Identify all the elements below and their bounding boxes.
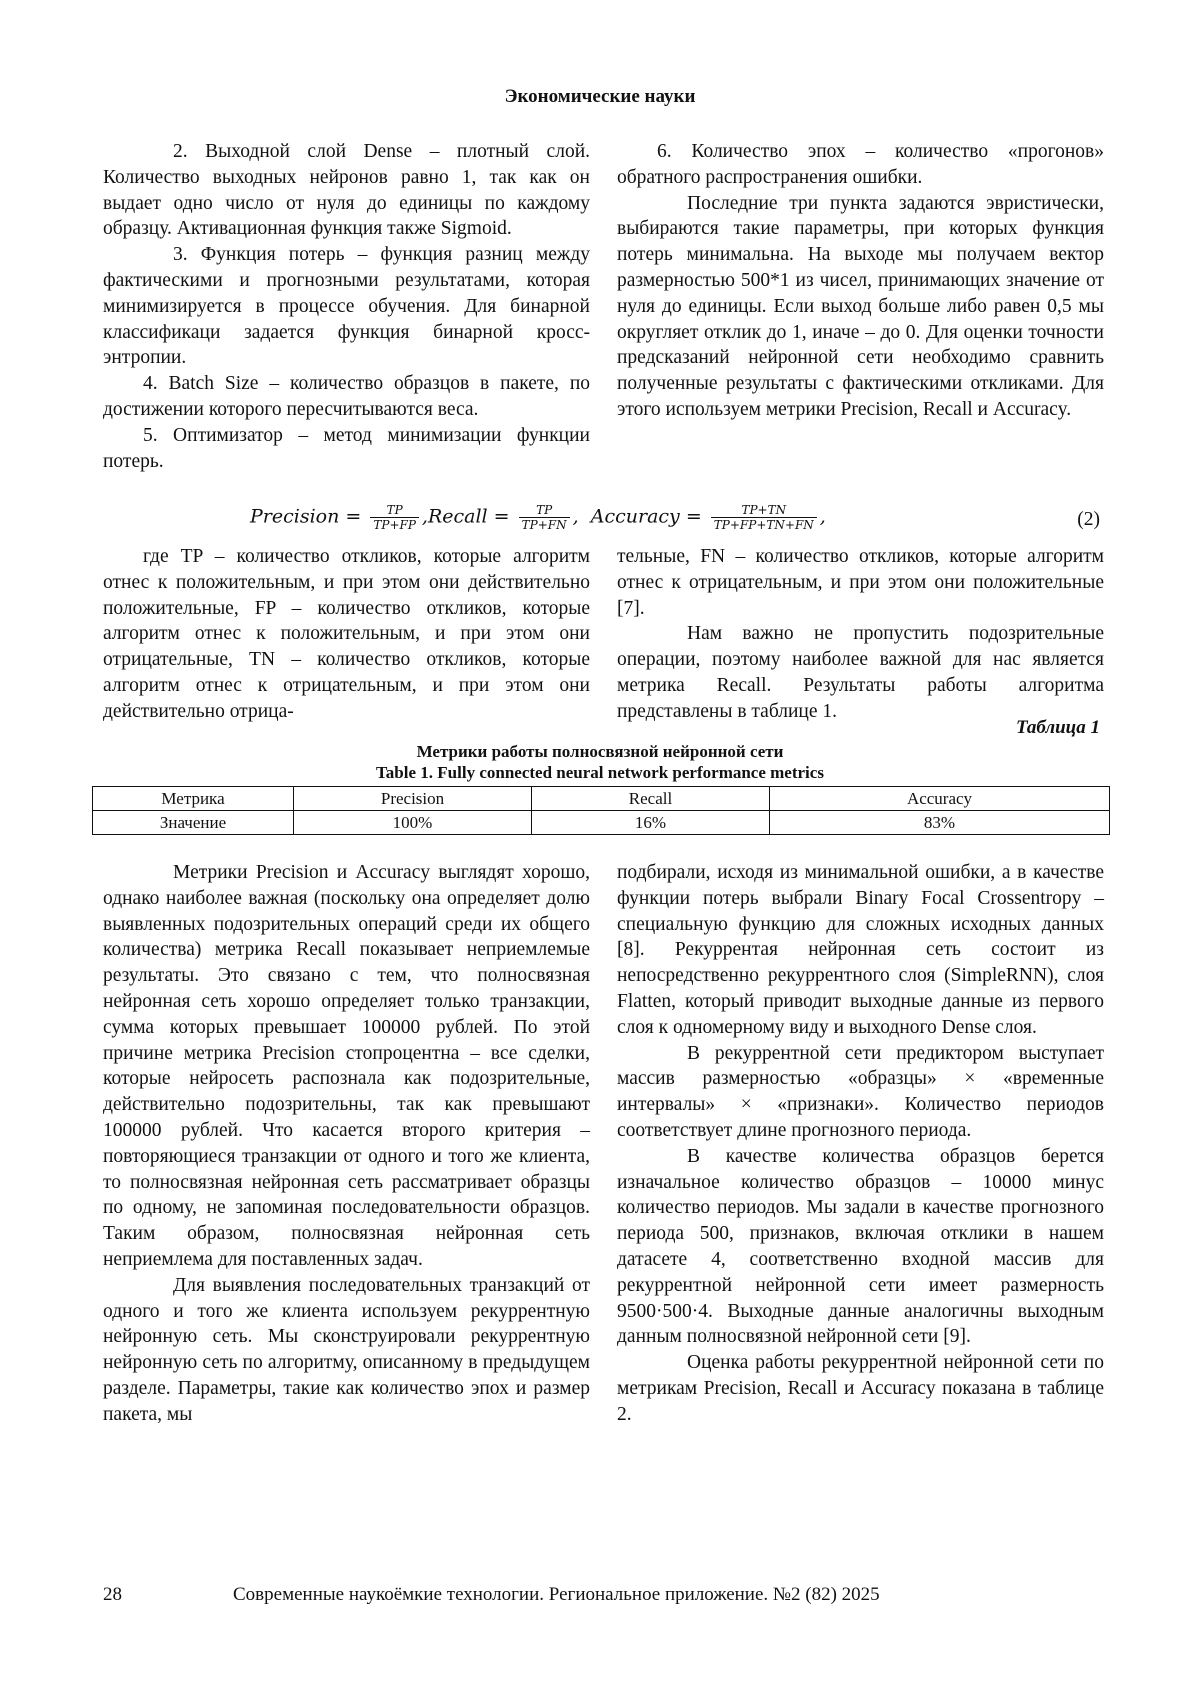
table-header-cell: Precision [294, 787, 532, 811]
paragraph-predictor: В рекуррентной сети предиктором выступает массив размерностью «образцы» × «временные интервалы» × «признаки». Количество периодов соответствует длине прогнозного периода. [617, 1042, 1104, 1141]
metrics-table [92, 786, 1110, 835]
column-right-top [617, 139, 1104, 423]
table-cell: 100% [294, 811, 532, 835]
fraction-recall-denominator: TP+FN [521, 518, 567, 532]
fraction-recall-numerator: TP [519, 503, 570, 518]
column-left-top [103, 139, 590, 474]
table-label: Таблица 1 [1015, 717, 1100, 738]
formula-recall-label: Recall [427, 505, 488, 528]
paragraph-metrics-discussion: Метрики Precision и Accuracy выглядят хорошо, однако наиболее важная (поскольку она определяет долю выявленных подозрительных операций среди их общего количества) метрика Recall показывает неприемлемые результаты. Это связано с тем, что полносвязная нейронная сеть хорошо определяет только транзакции, сумма которых превышает 100000 рублей. По этой причине метрика Precision стопроцентна – все сделки, которые нейросеть распознала как подозрительные, действительно подозрительны, так как превышают 100000 рублей. Что касается второго критерия – повторяющиеся транзакции от одного и того же клиента, то полносвязная нейронная сеть рассматривает образцы по одному, не запоминая последовательности образцов. Таким образом, полносвязная нейронная сеть неприемлема для поставленных задач. [103, 862, 590, 1270]
table-header-cell: Accuracy [770, 787, 1110, 811]
table-header-row [93, 787, 1110, 811]
formula-accuracy-label: Accuracy [590, 505, 680, 528]
table-cell: Значение [93, 811, 294, 835]
fraction-precision [370, 503, 419, 532]
column-left-bottom [103, 860, 590, 1428]
paragraph-fn-def: тельные, FN – количество откликов, которые алгоритм отнес к отрицательным, и при этом они положительные [7]. [617, 546, 1104, 619]
paragraph-epochs: 6. Количество эпох – количество «прогонов» обратного распространения ошибки. [617, 141, 1104, 188]
paragraph-optimizer: 5. Оптимизатор – метод минимизации функции потерь. [103, 424, 590, 472]
paragraph-output-layer: 2. Выходной слой Dense – плотный слой. Количество выходных нейронов равно 1, так как он выдает одно число от нуля до единицы по каждому образцу. Активационная функция также Sigmoid. [103, 141, 590, 240]
formula-precision-label: Precision [250, 505, 340, 528]
table-caption-en: Table 1. Fully connected neural network performance metrics [376, 763, 824, 782]
formula-comma: , [819, 505, 826, 528]
table-cell: 83% [770, 811, 1110, 835]
formula-comma: , [572, 505, 579, 528]
section-header: Экономические науки [504, 86, 696, 107]
paragraph-where-tp: где TP – количество откликов, которые алгоритм отнес к положительным, и при этом они действительно положительные, FP – количество откликов, которые алгоритм отнес к положительным, и при этом они отрицательные, TN – количество откликов, которые алгоритм отнес к отрицательным, и при этом они действительно отрица- [103, 546, 590, 722]
paragraph-evaluation: Оценка работы рекуррентной нейронной сети по метрикам Precision, Recall и Accuracy показана в таблице 2. [617, 1352, 1104, 1425]
table-cell: 16% [532, 811, 770, 835]
fraction-recall [519, 503, 570, 532]
table-header-cell: Recall [532, 787, 770, 811]
paragraph-samples: В качестве количества образцов берется изначальное количество образцов – 10000 минус количество периодов. Мы задали в качестве прогнозного периода 500, признаков, включая отклики в нашем датасете 4, соответственно входной массив для рекуррентной нейронной сети имеет размерность 9500·500·4. Выходные данные аналогичны выходным данным полносвязной нейронной сети [9]. [617, 1145, 1104, 1348]
formula-metrics [250, 503, 1100, 543]
paragraph-loss-function: 3. Функция потерь – функция разниц между фактическими и прогнозными результатами, которая минимизируется в процессе обучения. Для бинарной классификаци задается функция бинарной кросс-энтропии. [103, 244, 590, 369]
table-header-cell: Метрика [93, 787, 294, 811]
column-right-bottom [617, 860, 1104, 1428]
formula-comma: , [421, 505, 428, 528]
fraction-accuracy-denominator: TP+FP+TN+FN [713, 518, 814, 532]
formula-equals: = [345, 505, 362, 528]
table-row [93, 811, 1110, 835]
table-caption [100, 741, 1100, 783]
column-right-mid [617, 544, 1104, 725]
equation-number: (2) [1077, 509, 1100, 530]
formula-equals: = [685, 505, 702, 528]
formula-equals: = [493, 505, 510, 528]
paragraph-rnn-params: подбирали, исходя из минимальной ошибки, а в качестве функции потерь выбрали Binary Focal Crossentropy – специальную функцию для сложных исходных данных [8]. Рекуррентая нейронная сеть состоит из непосредственно рекуррентного слоя (SimpleRNN), слоя Flatten, который приводит выходные данные из первого слоя к одномерному виду и выходного Dense слоя. [617, 862, 1104, 1038]
journal-title: Современные наукоёмкие технологии. Региональное приложение. №2 (82) 2025 [233, 1584, 880, 1605]
paragraph-recall-importance: Нам важно не пропустить подозрительные операции, поэтому наиболее важной для нас является метрика Recall. Результаты работы алгоритма представлены в таблице 1. [617, 623, 1104, 722]
page-number: 28 [103, 1584, 122, 1605]
fraction-accuracy [711, 503, 817, 532]
fraction-precision-numerator: TP [370, 503, 419, 518]
paragraph-batch-size: 4. Batch Size – количество образцов в пакете, по достижении которого пересчитываются веса. [103, 373, 590, 420]
fraction-accuracy-numerator: TP+TN [711, 503, 817, 518]
fraction-precision-denominator: TP+FP [373, 518, 416, 532]
paragraph-heuristic-params: Последние три пункта задаются эвристически, выбираются такие параметры, при которых функция потерь минимальна. На выходе мы получаем вектор размерностью 500*1 из чисел, принимающих значение от нуля до единицы. Если выход больше либо равен 0,5 мы округляет отклик до 1, иначе – до 0. Для оценки точности предсказаний нейронной сети необходимо сравнить полученные результаты с фактическими откликами. Для этого используем метрики Precision, Recall и Accuracy. [617, 192, 1104, 420]
paragraph-rnn-intro: Для выявления последовательных транзакций от одного и того же клиента используем рекуррентную нейронную сеть. Мы сконструировали рекуррентную нейронную сеть по алгоритму, описанному в предыдущем разделе. Параметры, такие как количество эпох и размер пакета, мы [103, 1274, 590, 1425]
column-left-mid [103, 544, 590, 725]
table-caption-ru: Метрики работы полносвязной нейронной сети [416, 742, 784, 761]
